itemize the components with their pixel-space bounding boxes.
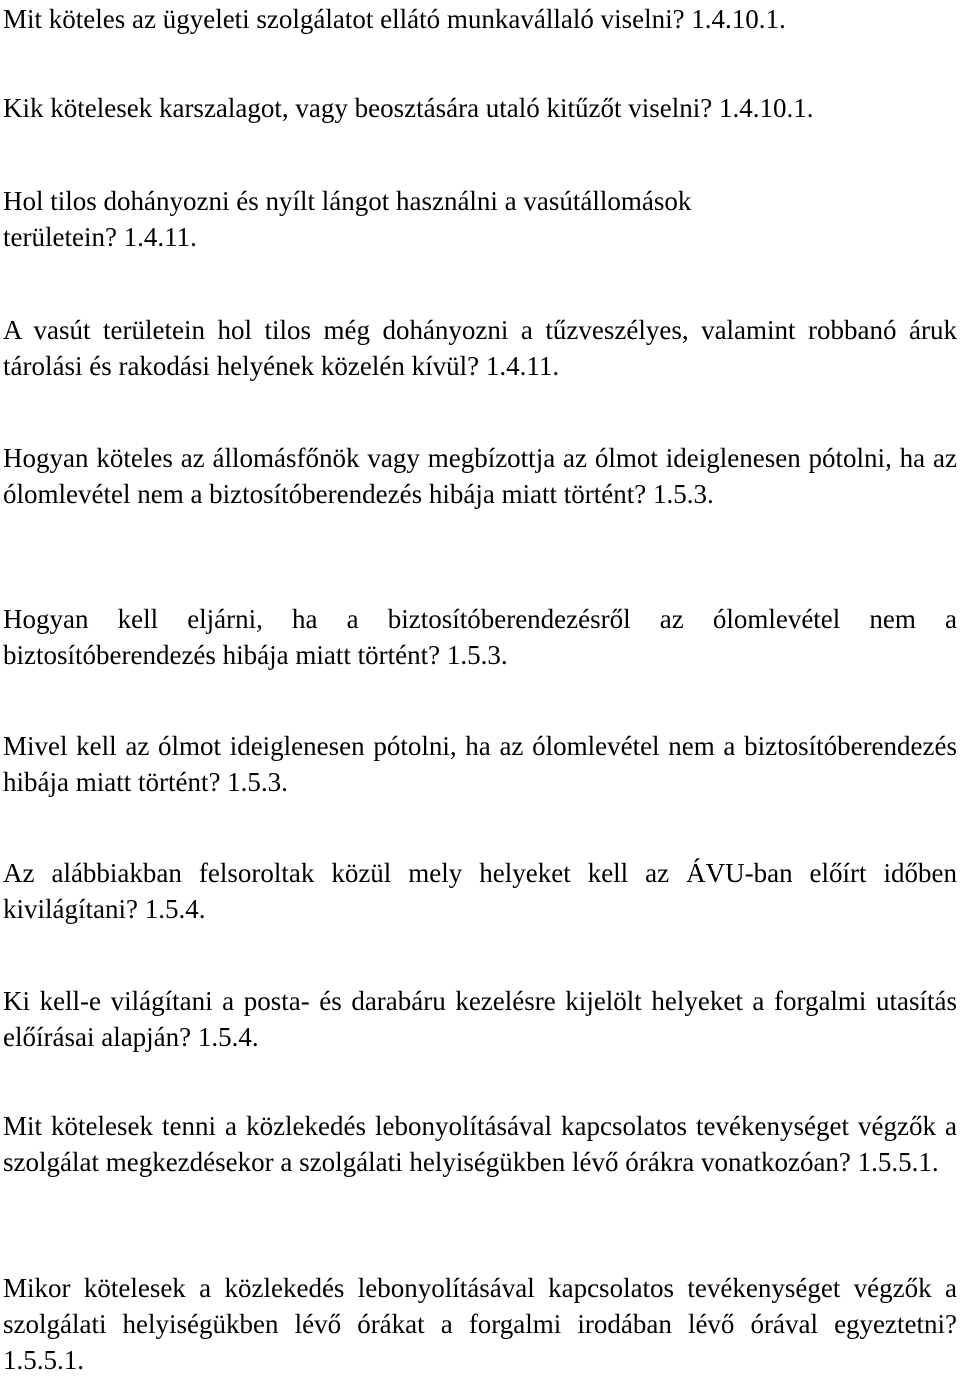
question-3: Hol tilos dohányozni és nyílt lángot használni a vasútállomások területein? 1.4.11.: [3, 186, 692, 252]
question-7: Mivel kell az ólmot ideiglenesen pótolni, ha az ólomlevétel nem a biztosítóberendezés hibája miatt történt? 1.5.3.: [3, 731, 957, 797]
question-4: A vasút területein hol tilos még dohányozni a tűzveszélyes, valamint robbanó áruk tárolási és rakodási helyének közelén kívül? 1.4.11.: [3, 315, 957, 381]
question-1: Mit köteles az ügyeleti szolgálatot ellátó munkavállaló viselni? 1.4.10.1.: [3, 4, 786, 34]
question-6: Hogyan kell eljárni, ha a biztosítóberendezésről az ólomlevétel nem a biztosítóberendezés hibája miatt történt? 1.5.3.: [3, 604, 957, 670]
question-5: Hogyan köteles az állomásfőnök vagy megbízottja az ólmot ideiglenesen pótolni, ha az ólomlevétel nem a biztosítóberendezés hibája miatt történt? 1.5.3.: [3, 443, 957, 509]
question-8: Az alábbiakban felsoroltak közül mely helyeket kell az ÁVU-ban előírt időben kivilágítani? 1.5.4.: [3, 858, 957, 924]
question-10: Mit kötelesek tenni a közlekedés lebonyolításával kapcsolatos tevékenységet végzők a szolgálat megkezdésekor a szolgálati helyiségükben lévő órákra vonatkozóan? 1.5.5.1.: [3, 1111, 957, 1177]
question-11: Mikor kötelesek a közlekedés lebonyolításával kapcsolatos tevékenységet végzők a szolgálati helyiségükben lévő órákat a forgalmi irodában lévő órával egyeztetni? 1.5.5.1.: [3, 1273, 957, 1375]
question-2: Kik kötelesek karszalagot, vagy beosztására utaló kitűzőt viselni? 1.4.10.1.: [3, 93, 814, 123]
question-9: Ki kell-e világítani a posta- és darabáru kezelésre kijelölt helyeket a forgalmi utasítás előírásai alapján? 1.5.4.: [3, 986, 957, 1052]
